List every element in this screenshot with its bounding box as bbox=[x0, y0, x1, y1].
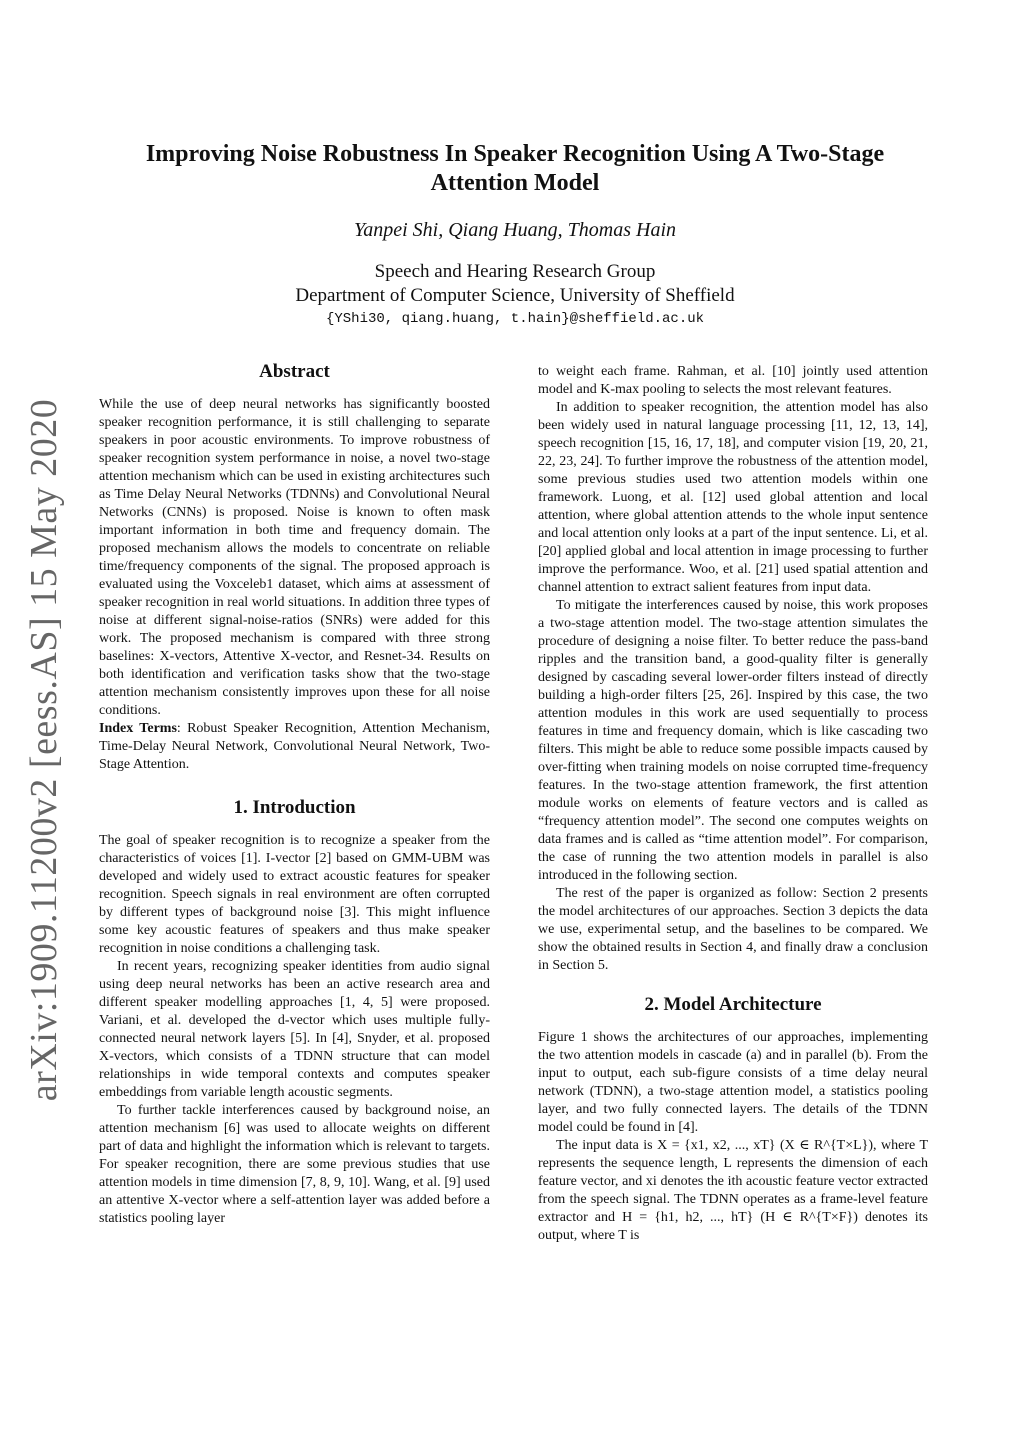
intro-paragraph-1: The goal of speaker recognition is to recognize a speaker from the characteristics of voices [1]. I-vector [2] based on GMM-UBM was developed and widely used to extract acoustic features for speaker recognition. Speech signals in real environment are often corrupted by different types of background noise [3]. This might influence some key acoustic features of speakers and thus make speaker recognition in noise conditions a challenging task. bbox=[99, 833, 490, 956]
introduction-heading: 1. Introduction bbox=[233, 797, 356, 818]
index-terms bbox=[99, 720, 490, 774]
intro-paragraph-3: To further tackle interferences caused by background noise, an attention mechanism [6] was used to allocate weights on different part of data and highlight the information which is relevant to targets. For speaker recognition, there are some previous studies that use attention models in time dimension [7, 8, 9, 10]. Wang, et al. [9] used an attentive X-vector where a self-attention layer was added before a statistics pooling layer bbox=[99, 1103, 490, 1226]
right-column bbox=[538, 363, 928, 1245]
paper-title: Improving Noise Robustness In Speaker Recognition Using A Two-Stage Attention Model bbox=[145, 141, 885, 196]
left-column bbox=[99, 360, 490, 1228]
affiliation-department: Department of Computer Science, University of Sheffield bbox=[295, 285, 735, 306]
model-paragraph-2: The input data is X = {x1, x2, ..., xT} (X ∈ R^{T×L}), where T represents the sequence length, L represents the dimension of each feature vector, and xi denotes the ith acoustic feature vector extracted from the speech signal. The TDNN operates as a frame-level feature extractor and H = {h1, h2, ..., hT} (H ∈ R^{T×F}) denotes its output, where T is bbox=[538, 1138, 928, 1243]
intro-paragraph-4: to weight each frame. Rahman, et al. [10] jointly used attention model and K-max pooling to selects the most relevant features. bbox=[538, 364, 928, 397]
paper-authors: Yanpei Shi, Qiang Huang, Thomas Hain bbox=[353, 219, 677, 241]
intro-paragraph-5: In addition to speaker recognition, the attention model has also been widely used in natural language processing [11, 12, 13, 14], speech recognition [15, 16, 17, 18], and computer vision [19, 20, 21, 22, 23, 24]. To further improve the robustness of the attention model, some previous studies used two attention models within one framework. Luong, et al. [12] used global attention and local attention, where global attention attends to the whole input sentence and local attention only looks at a part of the input sentence. Li, et al. [20] applied global and local attention in image processing to further improve the performance. Woo, et al. [21] used spatial attention and channel attention to extract salient features from input data. bbox=[538, 400, 928, 595]
arxiv-side-label bbox=[14, 398, 74, 1102]
abstract-heading: Abstract bbox=[259, 361, 330, 382]
author-emails: {YShi30, qiang.huang, t.hain}@sheffield.ac.uk bbox=[325, 311, 705, 327]
intro-paragraph-7: The rest of the paper is organized as follow: Section 2 presents the model architectures of our approaches. Section 3 depicts the data we use, experimental setup, and the baselines to be compared. We show the obtained results in Section 4, and finally draw a conclusion in Section 5. bbox=[538, 886, 928, 973]
index-terms-label: Index Terms bbox=[99, 721, 177, 736]
affiliation-group: Speech and Hearing Research Group bbox=[374, 261, 656, 282]
model-architecture-heading: 2. Model Architecture bbox=[644, 994, 822, 1015]
intro-paragraph-6: To mitigate the interferences caused by noise, this work proposes a two-stage attention model. The two-stage attention simulates the procedure of designing a noise filter. To better reduce the pass-band ripples and the transition band, a good-quality filter is generally designed by cascading several lower-order filters instead of directly building a high-order filters [25, 26]. Inspired by this case, the two attention modules in this work are used sequentially to process features in time and frequency domain, which is like cascading two filters. This might be able to reduce some possible impacts caused by over-fitting when training models on noise corrupted time-frequency features. In the two-stage attention framework, the first attention module works on elements of feature vectors and is called as “frequency attention model”. The second one computes weights on data frames and is called as “time attention model”. For comparison, the case of running the two attention models in parallel is also introduced in the following section. bbox=[538, 598, 928, 883]
model-paragraph-1: Figure 1 shows the architectures of our approaches, implementing the two attention models in cascade (a) and in parallel (b). From the input to output, each sub-figure consists of a time delay neural network (TDNN), a two-stage attention model, a statistics pooling layer, and two fully connected layers. The details of the TDNN model could be found in [4]. bbox=[538, 1030, 928, 1135]
arxiv-id: arXiv:1909.11200v2 [eess.AS] 15 May 2020 bbox=[23, 398, 65, 1102]
affiliation bbox=[100, 260, 930, 308]
index-terms-text: : Robust Speaker Recognition, Attention Mechanism, Time-Delay Neural Network, Convolutional Neural Network, Two-Stage Attention. bbox=[99, 721, 490, 772]
intro-paragraph-2: In recent years, recognizing speaker identities from audio signal using deep neural networks has been an active research area and different speaker modelling approaches [1, 4, 5] were proposed. Variani, et al. developed the d-vector which uses multiple fully-connected neural network layers [5]. In [4], Snyder, et al. proposed X-vectors, which consists of a TDNN structure that can model relationships in wide temporal contexts and computes speaker embeddings from variable length acoustic segments. bbox=[99, 959, 490, 1100]
abstract-body: While the use of deep neural networks has significantly boosted speaker recognition performance, it is still challenging to separate speakers in poor acoustic environments. To improve robustness of speaker recognition system performance in noise, a novel two-stage attention mechanism which can be used in existing architectures such as Time Delay Neural Networks (TDNNs) and Convolutional Neural Networks (CNNs) is proposed. Noise is known to often mask important information in both time and frequency domain. The proposed mechanism allows the models to concentrate on reliable time/frequency components of the signal. The proposed approach is evaluated using the Voxceleb1 dataset, which aims at assessment of speaker recognition in real world situations. In addition three types of noise at different signal-noise-ratios (SNRs) were added for this work. The proposed mechanism is compared with three strong baselines: X-vectors, Attentive X-vector, and Resnet-34. Results on both identification and verification tasks show that the two-stage attention mechanism consistently improves upon these for all noise conditions. bbox=[99, 397, 490, 718]
